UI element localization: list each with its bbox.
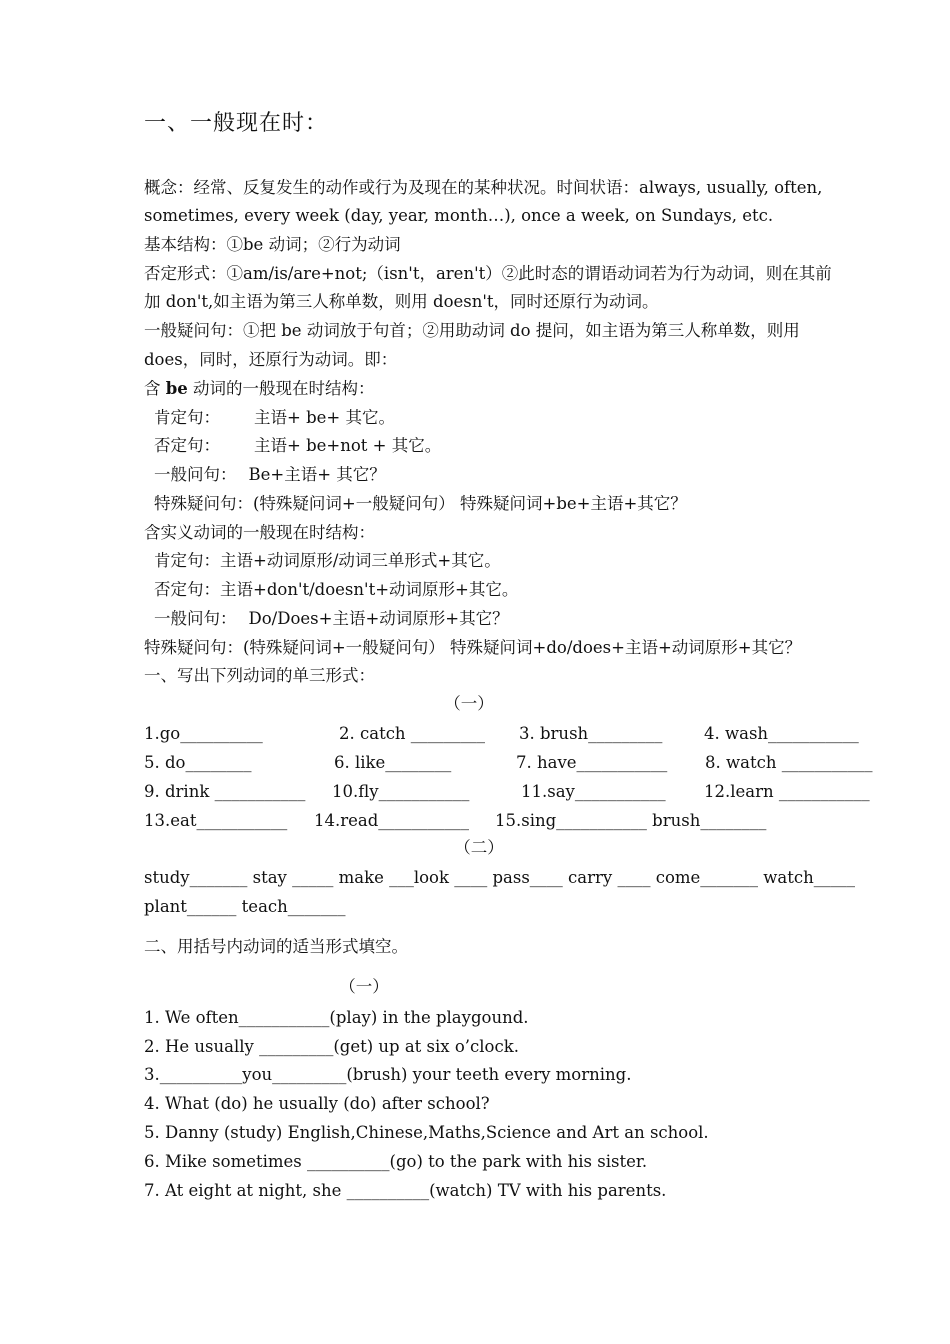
verb-q-formula: Do/Does+主语+动词原形+其它？ xyxy=(248,609,509,628)
verb-negative-line: 否定句：主语+don't/doesn't+动词原形+其它。 xyxy=(154,580,519,599)
exercise2-item-3: 3.__________you_________(brush) your teeth every morning. xyxy=(144,1065,632,1084)
question-line-2: does，同时，还原行为动词。即： xyxy=(144,350,398,369)
exercise2-item-1: 1. We often___________(play) in the playgound. xyxy=(144,1008,529,1027)
negative-form-line-2: 加 don't,如主语为第三人称单数，则用 doesn't，同时还原行为动词。 xyxy=(144,292,659,311)
verb-affirmative-line: 肯定句：主语+动词原形/动词三单形式+其它。 xyxy=(154,551,501,570)
exercise-item: 10.fly___________ xyxy=(332,782,470,801)
be-affirm-formula: 主语+ be+ 其它。 xyxy=(254,408,395,427)
exercise-item: 5. do________ xyxy=(144,753,252,772)
concept-line-1: 概念：经常、反复发生的动作或行为及现在的某种状况。时间状语：always, usually, often, xyxy=(144,178,823,197)
be-affirm-label: 肯定句： xyxy=(154,408,220,427)
verb-structure-heading: 含实义动词的一般现在时结构： xyxy=(144,523,375,542)
exercise1-heading: 一、写出下列动词的单三形式： xyxy=(144,666,375,685)
be-neg-label: 否定句： xyxy=(154,436,220,455)
section-title: 一、一般现在时： xyxy=(144,111,329,136)
be-q-formula: Be+主语+ 其它？ xyxy=(248,465,386,484)
exercise1-part2-line-1: study_______ stay _____ make ___look ____ pass____ carry ____ come_______ watch_____ xyxy=(144,868,856,887)
exercise1-part2-line-2: plant______ teach_______ xyxy=(144,897,346,916)
exercise2-item-5: 5. Danny (study) English,Chinese,Maths,Science and Art an school. xyxy=(144,1123,709,1142)
question-line-1: 一般疑问句：①把 be 动词放于句首；②用助动词 do 提问，如主语为第三人称单数，则用 xyxy=(144,321,800,340)
be-neg-formula: 主语+ be+not + 其它。 xyxy=(254,436,442,455)
exercise-item: 3. brush_________ xyxy=(519,724,663,743)
exercise-item: 12.learn ___________ xyxy=(704,782,870,801)
be-negative-line xyxy=(154,435,441,457)
exercise-item: 4. wash___________ xyxy=(704,724,859,743)
basic-structure-line: 基本结构：①be 动词；②行为动词 xyxy=(144,235,401,254)
exercise-item: 15.sing___________ brush________ xyxy=(495,811,767,830)
exercise-item: 14.read___________ xyxy=(314,811,470,830)
exercise-item: 7. have___________ xyxy=(516,753,668,772)
be-heading-post: 动词的一般现在时结构： xyxy=(187,379,375,398)
be-heading-bold: be xyxy=(165,379,188,398)
exercise2-part1-label: （一） xyxy=(339,977,389,996)
exercise1-part2-label: （二） xyxy=(454,838,504,857)
verb-special-question-line: 特殊疑问句：(特殊疑问词+一般疑问句） 特殊疑问词+do/does+主语+动词原形+其它？ xyxy=(144,638,802,657)
exercise-item: 8. watch ___________ xyxy=(705,753,873,772)
be-affirmative-line xyxy=(154,407,395,429)
exercise2-item-2: 2. He usually _________(get) up at six o’clock. xyxy=(144,1037,519,1056)
exercise-item: 2. catch _________ xyxy=(339,724,486,743)
concept-line-2: sometimes, every week (day, year, month…), once a week, on Sundays, etc. xyxy=(144,206,774,225)
exercise1-part1-label: （一） xyxy=(444,694,494,713)
exercise-item: 13.eat___________ xyxy=(144,811,288,830)
exercise-item: 9. drink ___________ xyxy=(144,782,306,801)
verb-question-line xyxy=(154,608,509,630)
exercise2-item-7: 7. At eight at night, she __________(watch) TV with his parents. xyxy=(144,1181,667,1200)
exercise2-item-6: 6. Mike sometimes __________(go) to the park with his sister. xyxy=(144,1152,648,1171)
be-q-label: 一般问句： xyxy=(154,465,237,484)
exercise-item: 6. like________ xyxy=(334,753,452,772)
exercise2-heading: 二、用括号内动词的适当形式填空。 xyxy=(144,937,408,956)
exercise2-item-4: 4. What (do) he usually (do) after school? xyxy=(144,1094,490,1113)
negative-form-line-1: 否定形式：①am/is/are+not;（isn't，aren't）②此时态的谓语动词若为行为动词，则在其前 xyxy=(144,264,832,283)
be-structure-heading xyxy=(144,378,375,400)
exercise-item: 11.say___________ xyxy=(521,782,666,801)
be-special-question-line: 特殊疑问句：(特殊疑问词+一般疑问句） 特殊疑问词+be+主语+其它？ xyxy=(154,494,687,513)
exercise-item: 1.go__________ xyxy=(144,724,263,743)
be-heading-pre: 含 xyxy=(144,379,166,398)
verb-q-label: 一般问句： xyxy=(154,609,237,628)
be-question-line xyxy=(154,464,386,486)
